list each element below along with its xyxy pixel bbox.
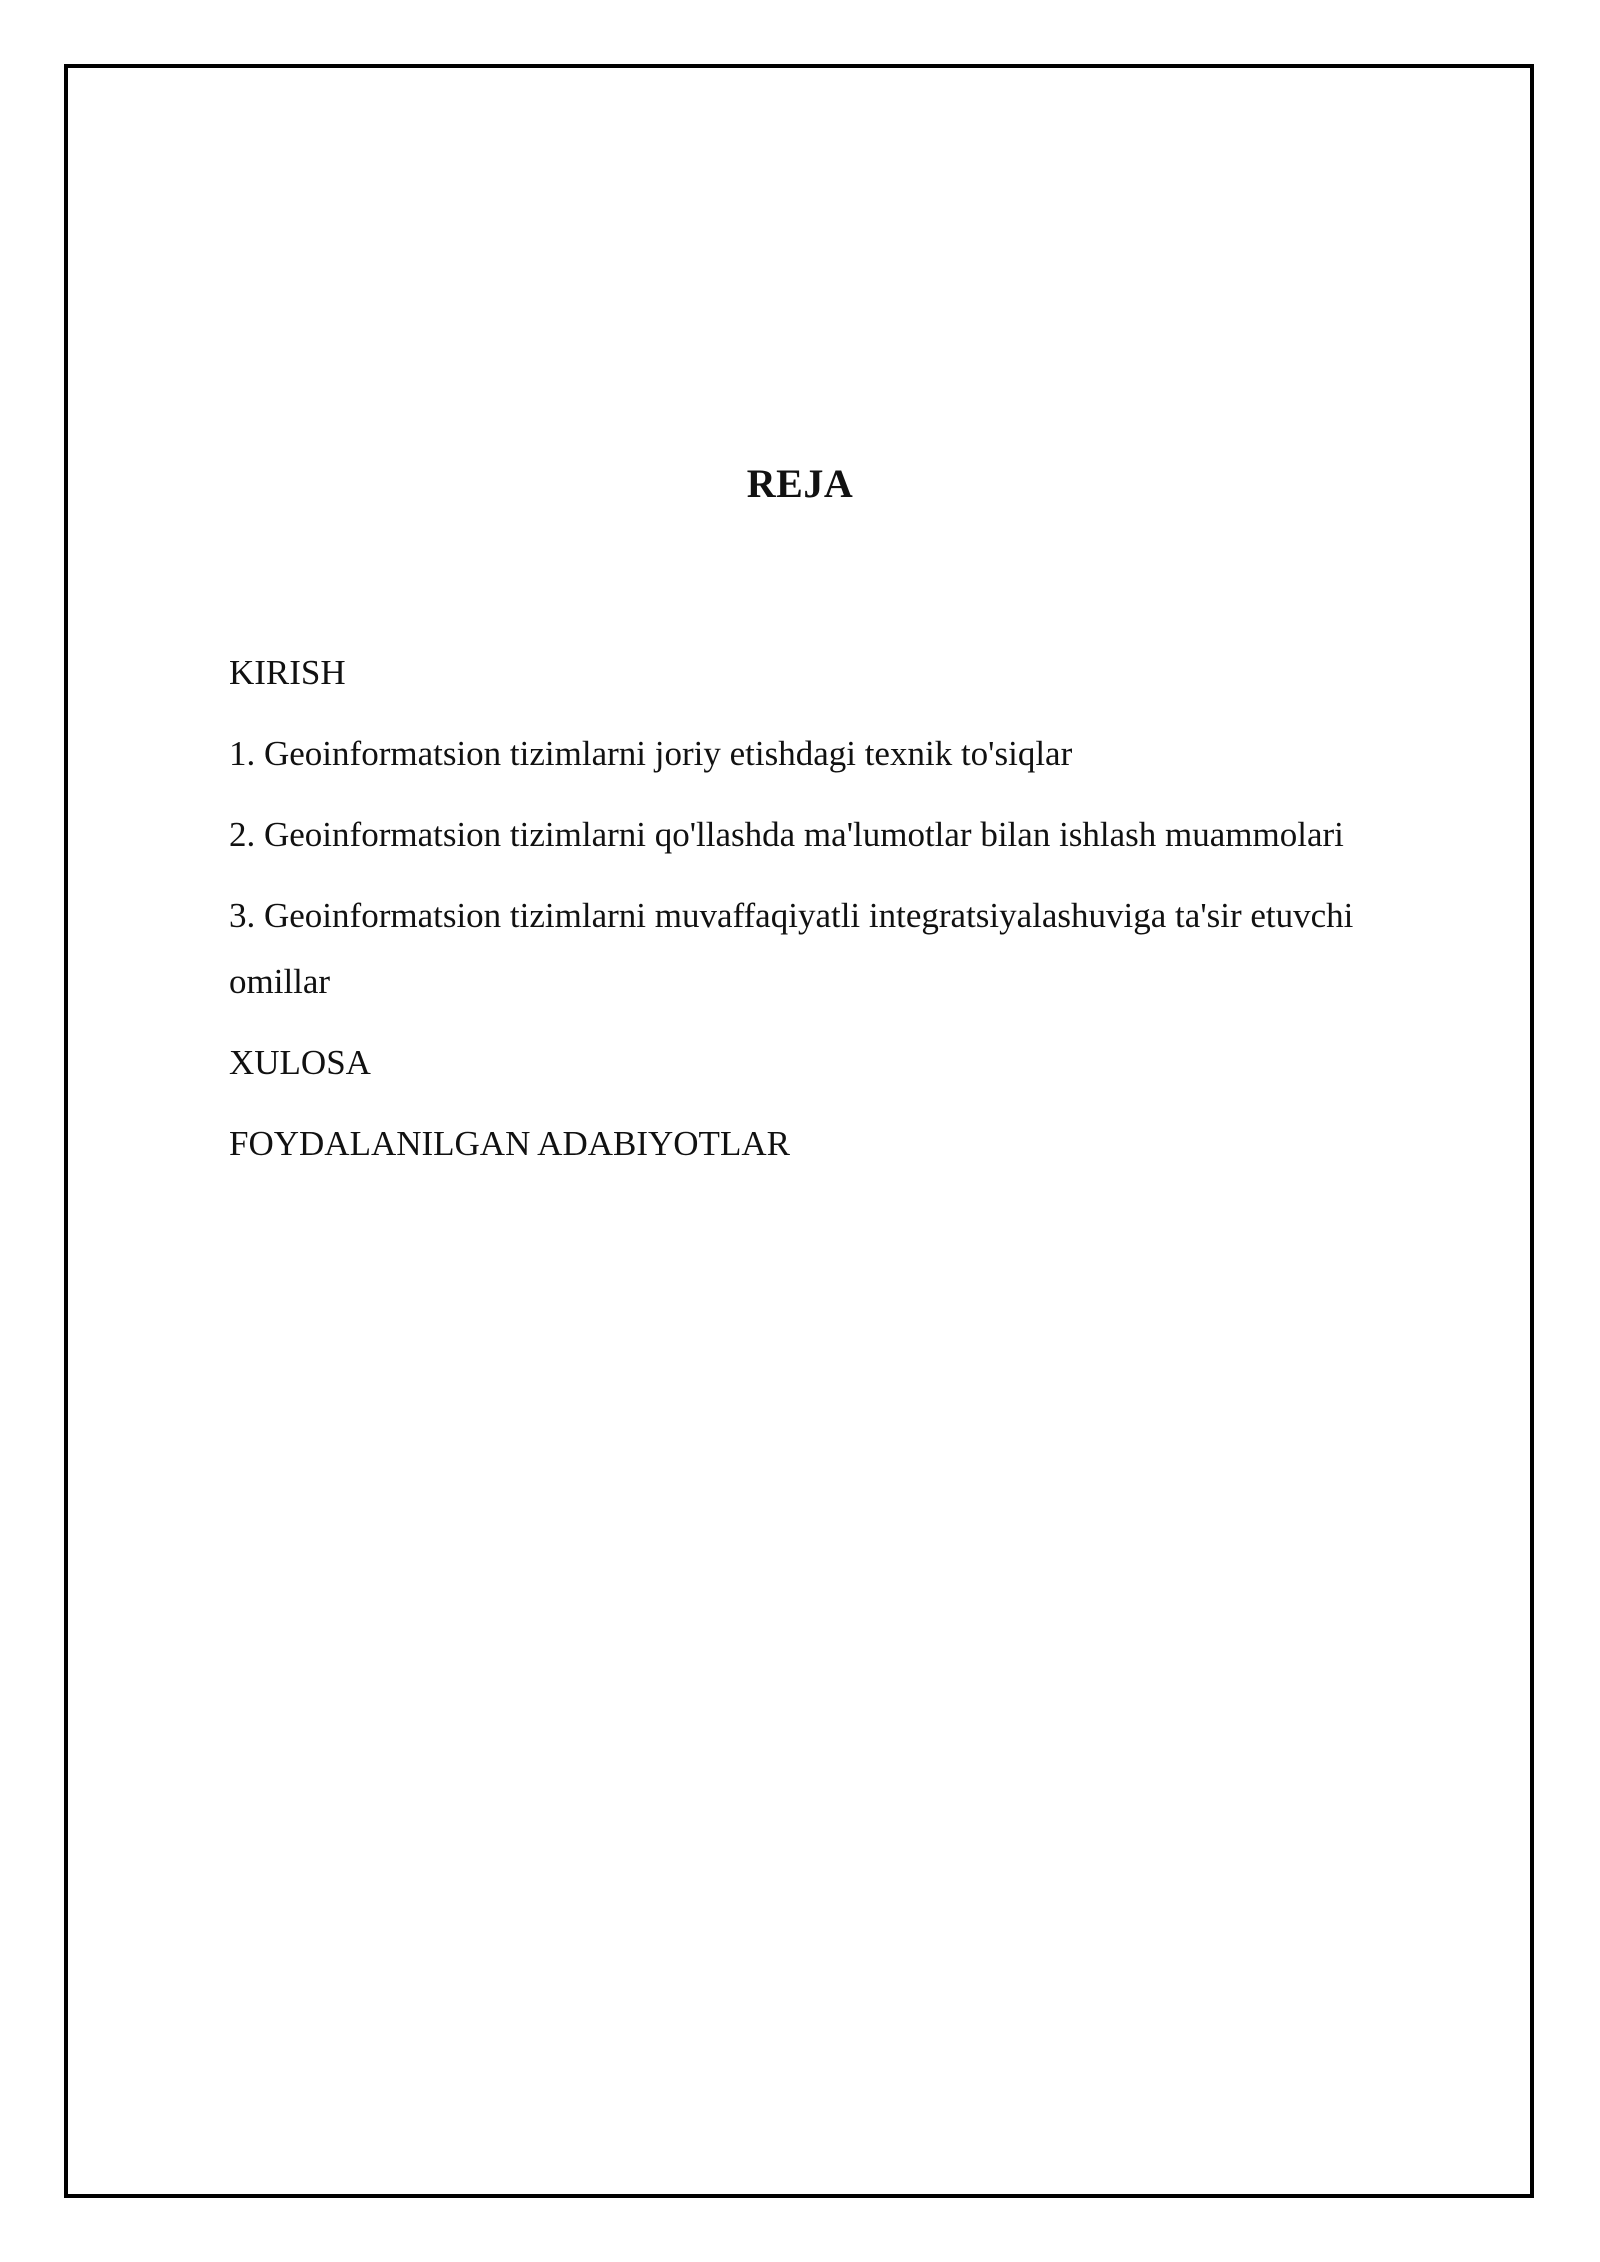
plan-list	[229, 640, 1459, 1192]
plan-item-section-2: 2. Geoinformatsion tizimlarni qo'llashda ma'lumotlar bilan ishlash muammolari	[229, 815, 1344, 854]
plan-item-conclusion: XULOSA	[229, 1043, 371, 1082]
plan-item-section-1: 1. Geoinformatsion tizimlarni joriy etishdagi texnik to'siqlar	[229, 734, 1073, 773]
plan-item-section-3: 3. Geoinformatsion tizimlarni muvaffaqiyatli integratsiyalashuviga ta'sir etuvchi omillar	[229, 896, 1354, 1001]
plan-item-introduction: KIRISH	[229, 653, 346, 692]
page-title: REJA	[746, 461, 854, 506]
plan-item-references: FOYDALANILGAN ADABIYOTLAR	[229, 1124, 790, 1163]
